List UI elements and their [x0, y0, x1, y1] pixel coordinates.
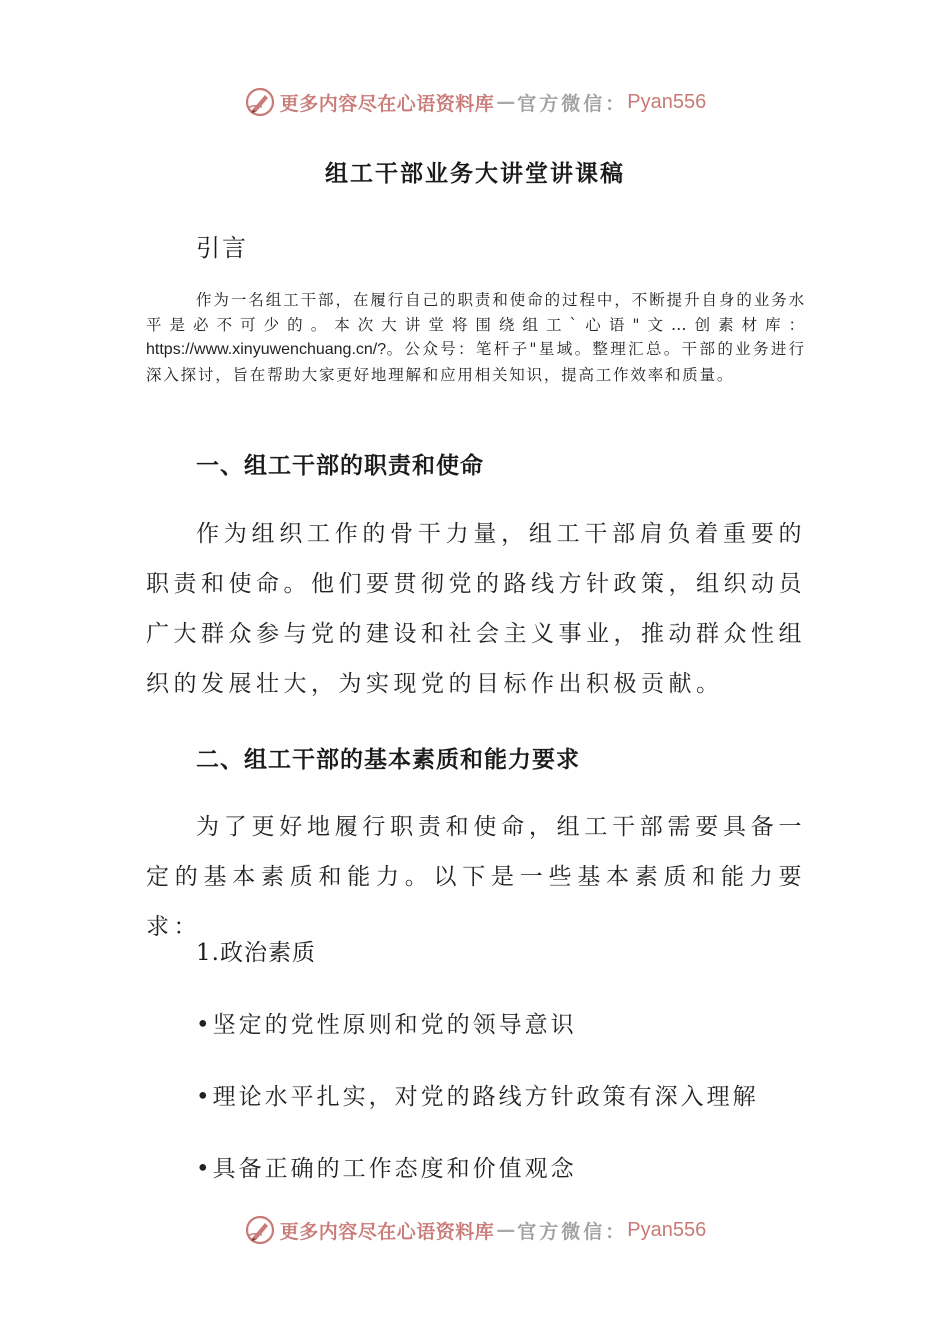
banner-separator: —: [496, 1219, 516, 1241]
pen-logo-icon: [244, 1214, 276, 1246]
intro-text-b: 。公众号：笔杆子"星域。整理汇总。干部的业务进行深入探讨，旨在帮助大家更好地理解和应用相关知识，提高工作效率和质量。: [146, 340, 806, 384]
banner-wechat-id: Pyan556: [627, 90, 707, 113]
intro-url: https://www.xinyuwenchuang.cn/?: [146, 341, 387, 358]
banner-text: 更多内容尽在心语资料库: [279, 1220, 495, 1243]
banner-wechat-label: 官方微信：: [517, 1220, 628, 1243]
banner-wechat-id: Pyan556: [627, 1218, 707, 1241]
banner-wechat-label: 官方微信：: [517, 92, 628, 115]
subsection1-heading: 1.政治素质: [196, 940, 316, 966]
bullet-item: •理论水平扎实，对党的路线方针政策有深入理解: [196, 1084, 759, 1110]
bullet-item: •坚定的党性原则和党的领导意识: [196, 1012, 577, 1038]
document-title: 组工干部业务大讲堂讲课稿: [325, 160, 625, 187]
intro-paragraph: [146, 288, 806, 387]
header-banner: [0, 82, 950, 122]
intro-heading: 引言: [196, 234, 248, 262]
banner-text: 更多内容尽在心语资料库: [279, 92, 495, 115]
section1-heading: 一、组工干部的职责和使命: [196, 452, 484, 479]
intro-text-a: 作为一名组工干部，在履行自己的职责和使命的过程中，不断提升自身的业务水平是必不可少的。本次大讲堂将围绕组工`心语"文…创素材库：: [146, 291, 806, 334]
section2-paragraph: 为了更好地履行职责和使命，组工干部需要具备一定的基本素质和能力。以下是一些基本素质和能力要求：: [146, 814, 806, 940]
banner-separator: —: [496, 91, 516, 113]
section2-heading: 二、组工干部的基本素质和能力要求: [196, 746, 580, 773]
footer-banner: [0, 1210, 950, 1250]
pen-logo-icon: [244, 86, 276, 118]
bullet-item: •具备正确的工作态度和价值观念: [196, 1156, 577, 1182]
section1-paragraph: 作为组织工作的骨干力量，组工干部肩负着重要的职责和使命。他们要贯彻党的路线方针政策，组织动员广大群众参与党的建设和社会主义事业，推动群众性组织的发展壮大，为实现党的目标作出积极贡献。: [146, 521, 806, 697]
